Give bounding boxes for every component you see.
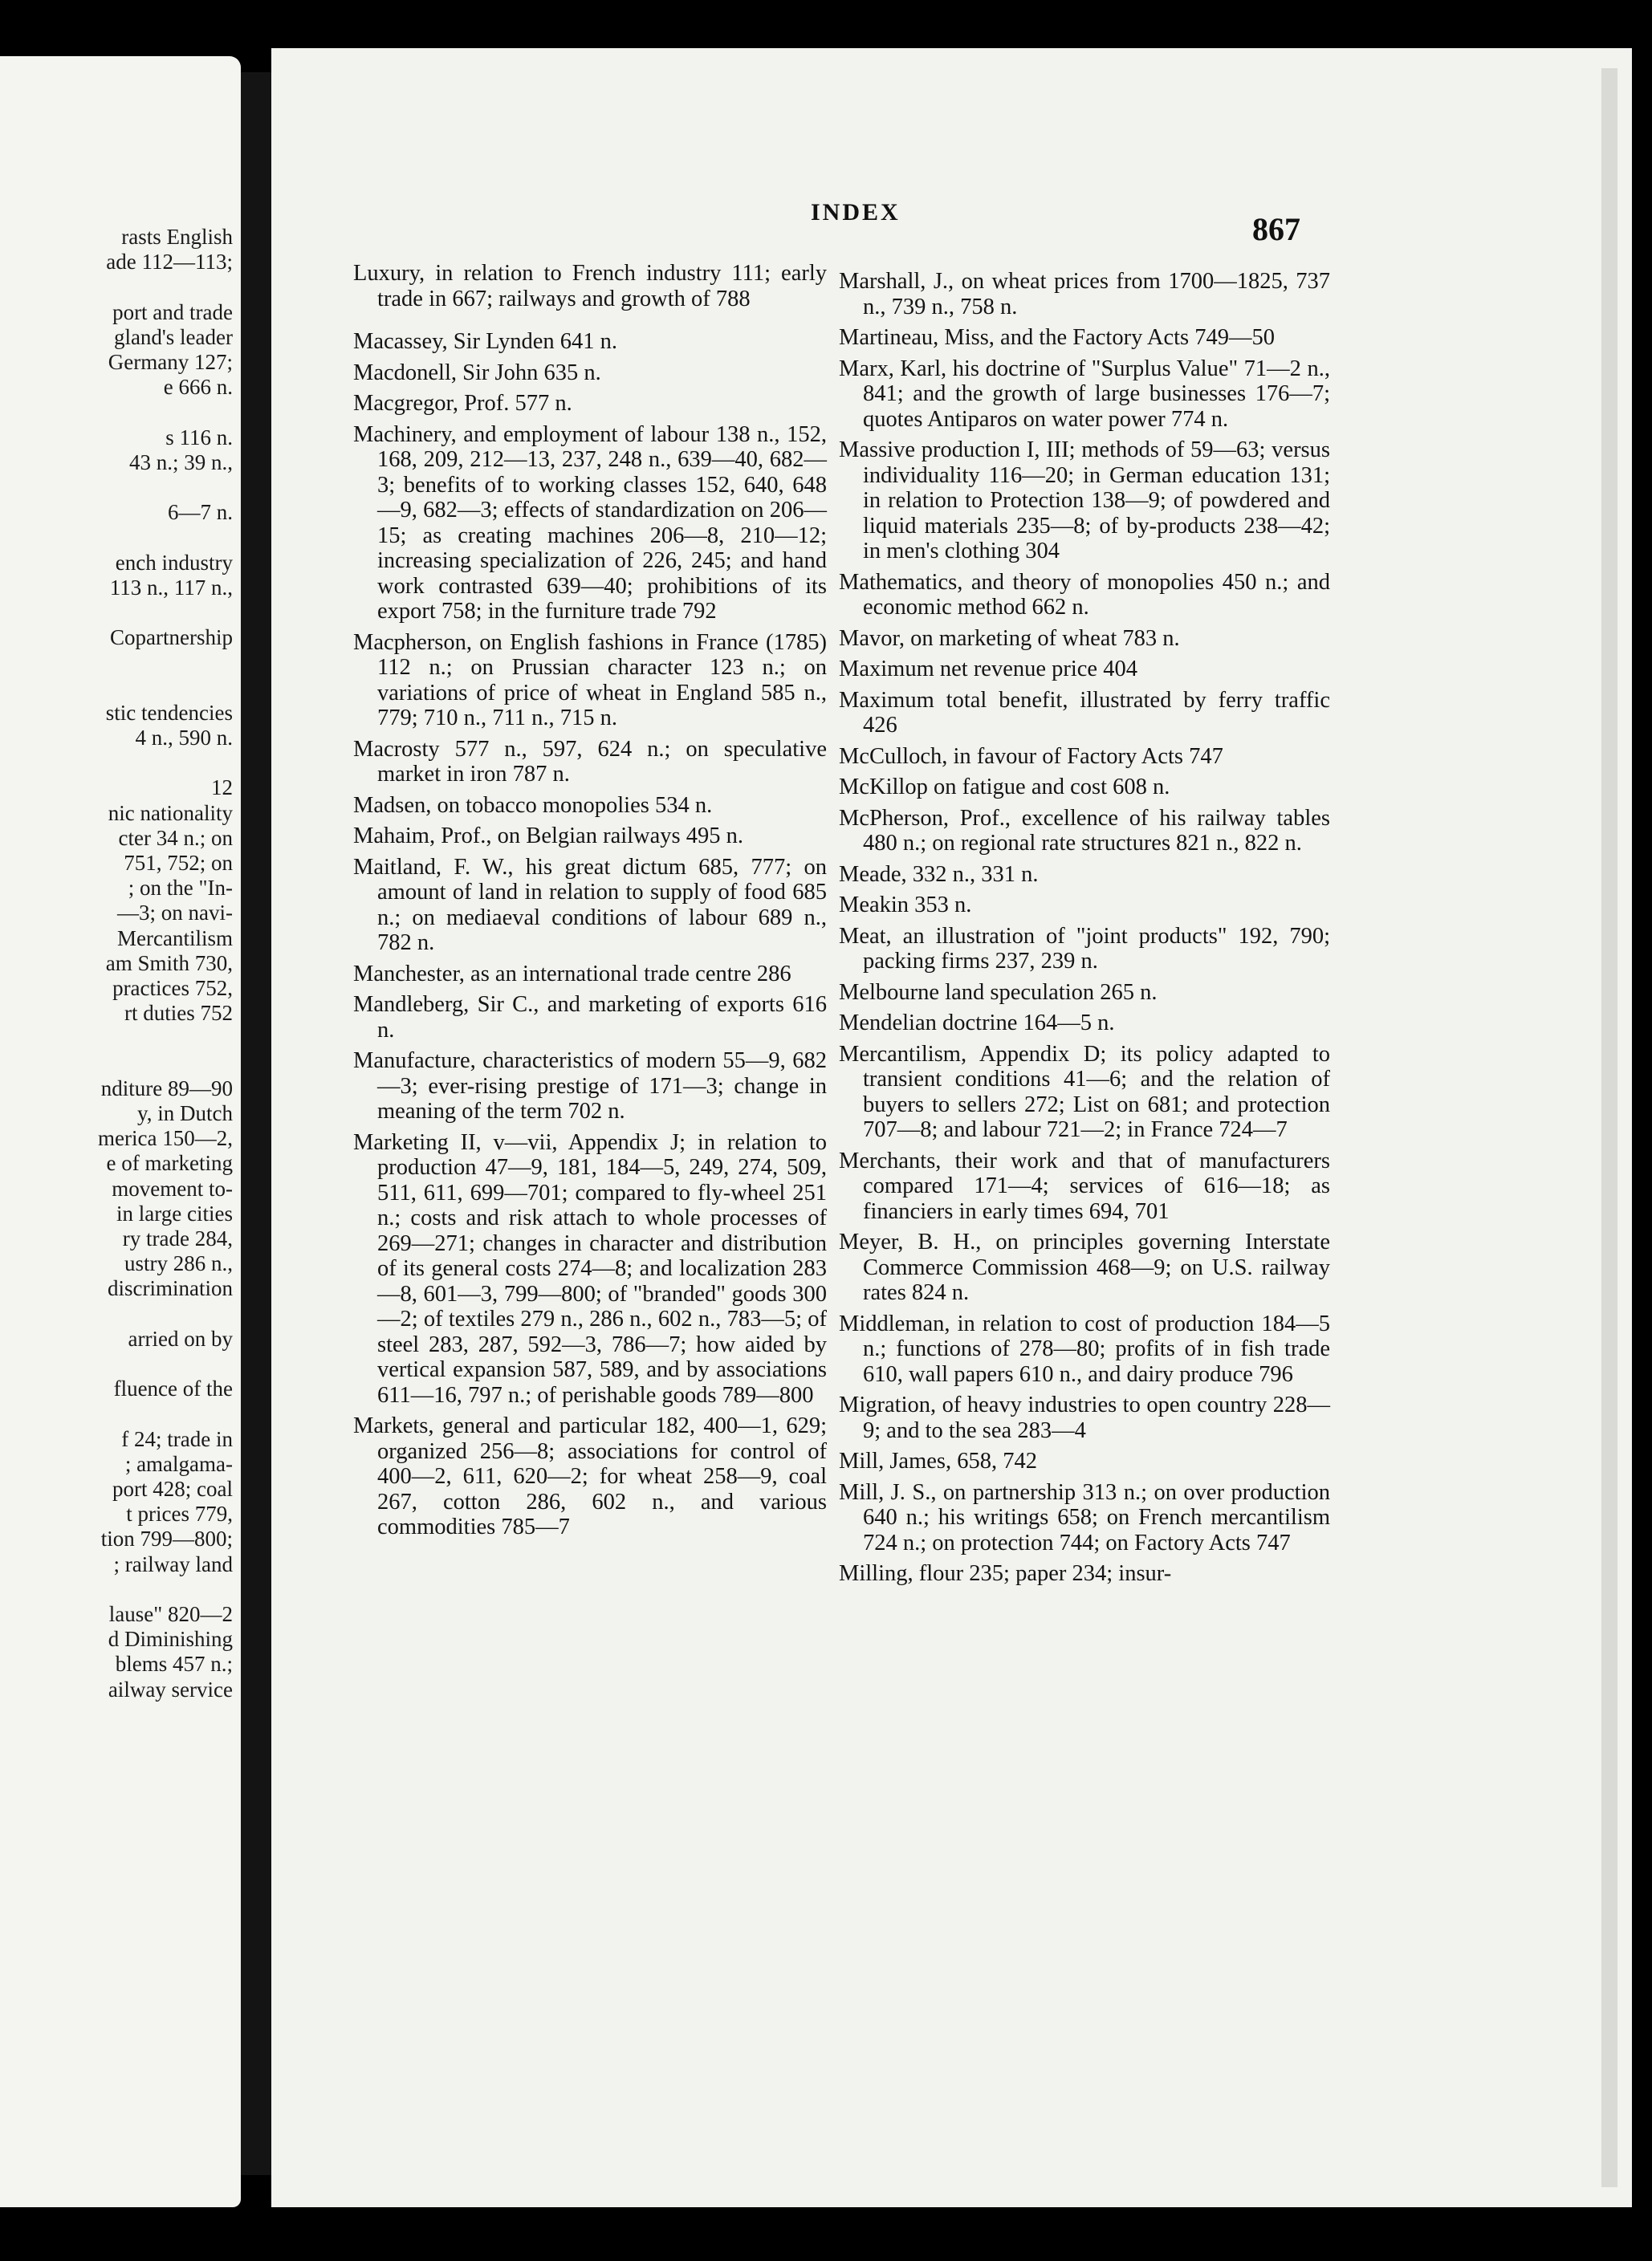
index-entry: Meakin 353 n.	[839, 893, 972, 917]
left-page-fragment: practices 752,	[112, 976, 233, 1000]
index-entry: Mavor, on marketing of wheat 783 n.	[839, 625, 1180, 651]
left-page-fragment: 12	[211, 775, 233, 800]
index-entry: Meat, an illustration of "joint products" 192, 790; packing firms 237, 239 n.	[839, 923, 1330, 974]
left-page-fragment: e 666 n.	[163, 375, 233, 400]
index-entry: Machinery, and employment of labour 138 n., 152, 168, 209, 212—13, 237, 248 n., 639—40, 682—3; benefits of to working classes 152, 640, 648—9, 682—3; effects of standardization on 206—15; as creating machines 206—8, 210—12; increasing specialization of 226, 245; and hand work contrasted 639—40; prohibitions of its export 758; in the furniture trade 792	[353, 421, 827, 624]
page-edge	[1601, 68, 1617, 2187]
index-entry: Meyer, B. H., on principles governing Interstate Commerce Commission 468—9; on U.S. railway rates 824 n.	[839, 1230, 1330, 1305]
index-entry: Mendelian doctrine 164—5 n.	[839, 1011, 1115, 1035]
left-page-fragment: stic tendencies	[105, 700, 233, 725]
left-page-fragment: f 24; trade in	[121, 1426, 233, 1451]
left-page-fragment: lause" 820—2	[108, 1602, 233, 1626]
left-page-fragment: nditure 89—90	[100, 1076, 233, 1100]
left-page-fragment: arried on by	[128, 1326, 233, 1351]
left-page-fragment: e of marketing	[106, 1151, 233, 1176]
left-page-fragment: d Diminishing	[108, 1627, 233, 1652]
left-page-fragment: cter 34 n.; on	[118, 825, 233, 850]
left-page-fragment: 6—7 n.	[168, 500, 233, 525]
index-entry: Macdonell, Sir John 635 n.	[353, 360, 601, 385]
left-page	[0, 56, 241, 2207]
index-entry: Manchester, as an international trade centre 286	[353, 961, 791, 986]
index-entry: Macassey, Sir Lynden 641 n.	[353, 329, 618, 354]
index-entry: Macgregor, Prof. 577 n.	[353, 391, 572, 416]
left-page-fragment: ry trade 284,	[122, 1226, 233, 1250]
left-page-fragment: merica 150—2,	[98, 1126, 233, 1151]
index-entry: Madsen, on tobacco monopolies 534 n.	[353, 792, 713, 818]
left-page-fragment: movement to-	[112, 1176, 233, 1201]
left-page-fragment: am Smith 730,	[105, 950, 233, 975]
index-entry: Macrosty 577 n., 597, 624 n.; on speculative market in iron 787 n.	[353, 736, 827, 787]
book-gutter	[241, 72, 271, 2175]
index-entry: Meade, 332 n., 331 n.	[839, 861, 1039, 887]
left-page-fragment: Germany 127;	[108, 350, 233, 374]
left-page-fragment: blems 457 n.;	[115, 1652, 233, 1677]
index-column-2	[839, 269, 1330, 1592]
left-page-fragment: gland's leader	[113, 324, 233, 349]
left-page-fragment: ade 112—113;	[106, 250, 233, 274]
index-entry: Marx, Karl, his doctrine of "Surplus Value" 71—2 n., 841; and the growth of large businesses 176—7; quotes Antiparos on water power 774 n.	[839, 356, 1330, 432]
left-page-fragment: ailway service	[108, 1677, 233, 1702]
index-entry: Macpherson, on English fashions in France (1785) 112 n.; on Prussian character 123 n.; on variations of price of wheat in England 585 n., 779; 710 n., 711 n., 715 n.	[353, 629, 827, 730]
left-page-fragment: Copartnership	[110, 625, 233, 650]
index-entry: Mahaim, Prof., on Belgian railways 495 n.	[353, 823, 744, 848]
left-page-fragment: ; amalgama-	[124, 1451, 233, 1476]
index-entry: Mandleberg, Sir C., and marketing of exports 616 n.	[353, 992, 827, 1043]
left-page-fragment: nic nationality	[108, 800, 233, 825]
left-page-fragment: 4 n., 590 n.	[135, 726, 233, 750]
left-page-fragment: —3; on navi-	[117, 901, 233, 925]
left-page-fragment: rt duties 752	[124, 1001, 233, 1026]
index-entry: McKillop on fatigue and cost 608 n.	[839, 775, 1170, 799]
index-entry: Melbourne land speculation 265 n.	[839, 979, 1158, 1005]
index-entry: Marketing II, v—vii, Appendix J; in relation to production 47—9, 181, 184—5, 249, 274, 509, 511, 611, 699—701; compared to fly-wheel 251 n.; costs and risk attach to whole processes of 269—271; changes in character and distribution of its general costs 274—8; and localization 283—8, 601—3, 799—800; of "branded" goods 300—2; of textiles 279 n., 286 n., 602 n., 783—5; of steel 283, 287, 592—3, 786—7; how aided by vertical expansion 587, 589, and by associations 611—16, 797 n.; of perishable goods 789—800	[353, 1129, 827, 1408]
index-entry: Luxury, in relation to French industry 111; early trade in 667; railways and growth of 788	[353, 261, 827, 311]
index-entry: Maximum net revenue price 404	[839, 657, 1137, 681]
index-entry: Maximum total benefit, illustrated by ferry traffic 426	[839, 687, 1330, 738]
left-page-fragment: s 116 n.	[165, 425, 233, 449]
index-entry: McPherson, Prof., excellence of his railway tables 480 n.; on regional rate structures 821 n., 822 n.	[839, 805, 1330, 856]
left-page-fragment: 113 n., 117 n.,	[109, 575, 233, 600]
left-page-fragment: 751, 752; on	[124, 851, 233, 875]
left-page-fragment: ustry 286 n.,	[124, 1251, 233, 1276]
left-page-fragment: fluence of the	[113, 1377, 233, 1401]
index-entry: Mercantilism, Appendix D; its policy adapted to transient conditions 41—6; and the relation of buyers to sellers 272; List on 681; and protection 707—8; and labour 721—2; in France 724—7	[839, 1041, 1330, 1142]
page-number: 867	[1252, 211, 1300, 247]
index-entry: Manufacture, characteristics of modern 55—9, 682—3; ever-rising prestige of 171—3; change in meaning of the term 702 n.	[353, 1048, 827, 1124]
index-entry: Markets, general and particular 182, 400—1, 629; organized 256—8; associations for control of 400—2, 611, 620—2; for wheat 258—9, coal 267, cotton 286, 602 n., and various commodities 785—7	[353, 1413, 827, 1539]
index-entry: Maitland, F. W., his great dictum 685, 777; on amount of land in relation to supply of food 685 n.; on mediaeval conditions of labour 689 n., 782 n.	[353, 854, 827, 955]
left-page-fragment: discrimination	[108, 1276, 233, 1301]
left-page-fragment: rasts English	[121, 225, 233, 249]
index-column-1	[353, 261, 827, 1546]
left-page-fragment: ; on the "In-	[128, 876, 233, 901]
left-page-fragment: t prices 779,	[126, 1502, 233, 1527]
index-entry: Merchants, their work and that of manufacturers compared 171—4; services of 616—18; as financiers in early times 694, 701	[839, 1148, 1330, 1224]
running-head: INDEX	[811, 199, 901, 226]
index-entry: Milling, flour 235; paper 234; insur-	[839, 1561, 1172, 1586]
index-entry: Mill, J. S., on partnership 313 n.; on over production 640 n.; his writings 658; on French mercantilism 724 n.; on protection 744; on Factory Acts 747	[839, 1479, 1330, 1555]
left-page-fragment: in large cities	[116, 1201, 233, 1226]
left-page-fragment: ; railway land	[113, 1551, 233, 1576]
left-page-fragment: tion 799—800;	[100, 1527, 233, 1551]
index-entry: Massive production I, III; methods of 59—63; versus individuality 116—20; in German education 131; in relation to Protection 138—9; of powdered and liquid materials 235—8; of by-products 238—42; in men's clothing 304	[839, 437, 1330, 563]
left-page-fragment: 43 n.; 39 n.,	[128, 449, 233, 474]
index-entry: Mill, James, 658, 742	[839, 1449, 1037, 1474]
index-entry: Marshall, J., on wheat prices from 1700—1825, 737 n., 739 n., 758 n.	[839, 269, 1330, 319]
left-page-fragment: ench industry	[115, 550, 233, 575]
index-entry: Martineau, Miss, and the Factory Acts 749—50	[839, 325, 1276, 350]
index-entry: Migration, of heavy industries to open country 228—9; and to the sea 283—4	[839, 1393, 1330, 1443]
left-page-fragment: port 428; coal	[112, 1477, 233, 1501]
index-entry: McCulloch, in favour of Factory Acts 747	[839, 743, 1223, 769]
left-page-fragment: Mercantilism	[117, 925, 233, 950]
index-entry: Middleman, in relation to cost of production 184—5 n.; functions of 278—80; profits of in fish trade 610, wall papers 610 n., and dairy produce 796	[839, 1311, 1330, 1387]
left-page-fragment: port and trade	[112, 299, 233, 324]
index-entry: Mathematics, and theory of monopolies 450 n.; and economic method 662 n.	[839, 569, 1330, 620]
left-page-fragment: y, in Dutch	[137, 1101, 233, 1125]
